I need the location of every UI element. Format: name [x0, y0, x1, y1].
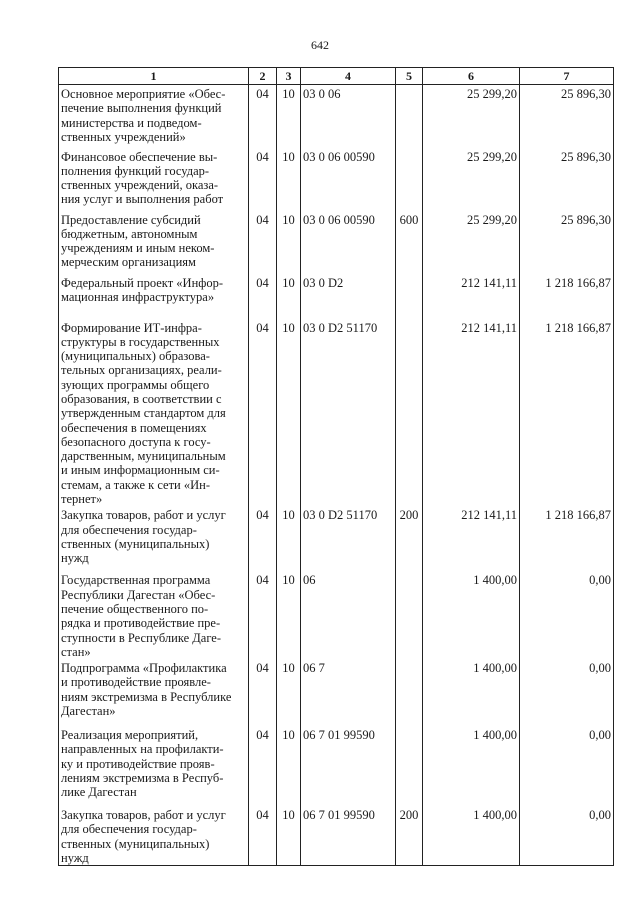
- row-name-cell: [59, 571, 249, 659]
- subsection-code-cell: 10: [277, 726, 301, 806]
- table-row: [59, 319, 614, 507]
- row-name-line: ния услуг и выполнения работ: [61, 192, 224, 207]
- target-article-cell: 06: [301, 571, 396, 659]
- row-name-cell: [59, 85, 249, 148]
- amount-year1-cell: 1 400,00: [423, 571, 520, 659]
- target-article-cell: 03 0 06: [301, 85, 396, 148]
- row-name-line: (муниципальных) образова-: [61, 349, 210, 364]
- table-row: [59, 148, 614, 211]
- row-name-line: мерческим организациям: [61, 255, 196, 270]
- row-name-line: для обеспечения государ-: [61, 822, 197, 837]
- subsection-code-cell: 10: [277, 571, 301, 659]
- row-name-cell: [59, 806, 249, 866]
- table-row: [59, 571, 614, 659]
- row-name-line: Предоставление субсидий: [61, 212, 201, 227]
- row-name-line: Формирование ИТ-инфра-: [61, 320, 202, 335]
- row-name-line: полнения функций государ-: [61, 163, 210, 178]
- amount-year2-cell: 1 218 166,87: [520, 274, 614, 319]
- row-name-line: бюджетным, автономным: [61, 226, 198, 241]
- row-name-line: ственных учреждений, оказа-: [61, 178, 219, 193]
- row-name-cell: [59, 506, 249, 571]
- row-name-line: печение выполнения функций: [61, 101, 222, 116]
- subsection-code-cell: 10: [277, 274, 301, 319]
- section-code-cell: 04: [249, 319, 277, 507]
- column-header: 4: [301, 68, 396, 85]
- amount-year2-cell: 1 218 166,87: [520, 506, 614, 571]
- section-code-cell: 04: [249, 148, 277, 211]
- row-name-line: для обеспечения государ-: [61, 522, 197, 537]
- row-name-line: Реализация мероприятий,: [61, 728, 199, 743]
- column-header: 6: [423, 68, 520, 85]
- row-name-line: Государственная программа: [61, 573, 211, 588]
- row-name-line: образования, в соответствии с: [61, 391, 222, 406]
- row-name-line: Основное мероприятие «Обес-: [61, 87, 226, 101]
- amount-year2-cell: 0,00: [520, 726, 614, 806]
- row-name-line: структуры в государственных: [61, 334, 220, 349]
- expense-type-cell: [396, 85, 423, 148]
- expense-type-cell: [396, 726, 423, 806]
- amount-year1-cell: 1 400,00: [423, 806, 520, 866]
- target-article-cell: 03 0 D2 51170: [301, 506, 396, 571]
- amount-year1-cell: 25 299,20: [423, 85, 520, 148]
- table-row: [59, 806, 614, 866]
- target-article-cell: 03 0 D2: [301, 274, 396, 319]
- target-article-cell: 03 0 06 00590: [301, 211, 396, 274]
- row-name-line: Республики Дагестан «Обес-: [61, 587, 216, 602]
- section-code-cell: 04: [249, 274, 277, 319]
- row-name-line: зующих программы общего: [61, 377, 210, 392]
- amount-year1-cell: 25 299,20: [423, 211, 520, 274]
- amount-year2-cell: 1 218 166,87: [520, 319, 614, 507]
- section-code-cell: 04: [249, 211, 277, 274]
- amount-year1-cell: 1 400,00: [423, 726, 520, 806]
- row-name-line: Подпрограмма «Профилактика: [61, 661, 227, 676]
- target-article-cell: 06 7: [301, 659, 396, 726]
- row-name-line: ственных учреждений»: [61, 129, 186, 144]
- subsection-code-cell: 10: [277, 319, 301, 507]
- row-name-line: направленных на профилакти-: [61, 742, 224, 757]
- target-article-cell: 03 0 D2 51170: [301, 319, 396, 507]
- amount-year2-cell: 25 896,30: [520, 85, 614, 148]
- amount-year2-cell: 0,00: [520, 571, 614, 659]
- expense-type-cell: [396, 274, 423, 319]
- amount-year1-cell: 212 141,11: [423, 506, 520, 571]
- column-header: 7: [520, 68, 614, 85]
- page-number: 642: [311, 38, 329, 52]
- row-name-line: Закупка товаров, работ и услуг: [61, 508, 226, 523]
- section-code-cell: 04: [249, 571, 277, 659]
- subsection-code-cell: 10: [277, 211, 301, 274]
- table-row: [59, 211, 614, 274]
- budget-table: [58, 67, 614, 866]
- section-code-cell: 04: [249, 85, 277, 148]
- row-name-line: лике Дагестан: [61, 785, 137, 800]
- expense-type-cell: [396, 319, 423, 507]
- row-name-line: Закупка товаров, работ и услуг: [61, 808, 226, 823]
- row-name-line: Дагестан»: [61, 704, 116, 719]
- row-name-cell: [59, 659, 249, 726]
- expense-type-cell: [396, 148, 423, 211]
- column-header: 2: [249, 68, 277, 85]
- row-name-cell: [59, 211, 249, 274]
- target-article-cell: 06 7 01 99590: [301, 806, 396, 866]
- row-name-line: дарственным, муниципальным: [61, 449, 226, 464]
- table-row: [59, 506, 614, 571]
- row-name-line: нужд: [61, 851, 89, 866]
- table-row: [59, 274, 614, 319]
- row-name-line: утвержденным стандартом для: [61, 406, 226, 421]
- row-name-line: ственных (муниципальных): [61, 536, 210, 551]
- target-article-cell: 03 0 06 00590: [301, 148, 396, 211]
- section-code-cell: 04: [249, 726, 277, 806]
- expense-type-cell: [396, 659, 423, 726]
- expense-type-cell: 200: [396, 506, 423, 571]
- subsection-code-cell: 10: [277, 806, 301, 866]
- row-name-line: лениям экстремизма в Респуб-: [61, 771, 224, 786]
- subsection-code-cell: 10: [277, 148, 301, 211]
- amount-year1-cell: 212 141,11: [423, 274, 520, 319]
- amount-year2-cell: 25 896,30: [520, 148, 614, 211]
- row-name-line: нужд: [61, 551, 89, 566]
- row-name-line: Федеральный проект «Инфор-: [61, 275, 224, 290]
- expense-type-cell: [396, 571, 423, 659]
- amount-year2-cell: 25 896,30: [520, 211, 614, 274]
- amount-year1-cell: 25 299,20: [423, 148, 520, 211]
- row-name-line: ку и противодействие прояв-: [61, 756, 215, 771]
- section-code-cell: 04: [249, 806, 277, 866]
- table-body: [59, 85, 614, 866]
- row-name-line: рядка и противодействие пре-: [61, 616, 221, 631]
- row-name-line: ственных (муниципальных): [61, 836, 210, 851]
- row-name-cell: [59, 726, 249, 806]
- row-name-line: стан»: [61, 644, 91, 659]
- row-name-line: мационная инфраструктура»: [61, 289, 215, 304]
- table-row: [59, 726, 614, 806]
- row-name-line: безопасного доступа к госу-: [61, 434, 211, 449]
- target-article-cell: 06 7 01 99590: [301, 726, 396, 806]
- row-name-line: тернет»: [61, 492, 103, 507]
- row-name-line: и иным информационным си-: [61, 463, 220, 478]
- row-name-line: печение общественного по-: [61, 601, 209, 616]
- subsection-code-cell: 10: [277, 659, 301, 726]
- row-name-cell: [59, 319, 249, 507]
- table-row: [59, 659, 614, 726]
- amount-year1-cell: 212 141,11: [423, 319, 520, 507]
- expense-type-cell: 600: [396, 211, 423, 274]
- section-code-cell: 04: [249, 506, 277, 571]
- row-name-cell: [59, 148, 249, 211]
- column-header: 1: [59, 68, 249, 85]
- section-code-cell: 04: [249, 659, 277, 726]
- row-name-line: Финансовое обеспечение вы-: [61, 149, 218, 164]
- row-name-line: и противодействие проявле-: [61, 675, 211, 690]
- amount-year2-cell: 0,00: [520, 659, 614, 726]
- row-name-line: ниям экстремизма в Республике: [61, 689, 232, 704]
- row-name-cell: [59, 274, 249, 319]
- column-header: 3: [277, 68, 301, 85]
- row-name-line: тельных организациях, реали-: [61, 363, 222, 378]
- row-name-line: стемам, а также к сети «Ин-: [61, 477, 210, 492]
- subsection-code-cell: 10: [277, 506, 301, 571]
- row-name-line: учреждениям и иным неком-: [61, 241, 215, 256]
- expense-type-cell: 200: [396, 806, 423, 866]
- amount-year2-cell: 0,00: [520, 806, 614, 866]
- row-name-line: обеспечения в помещениях: [61, 420, 207, 435]
- amount-year1-cell: 1 400,00: [423, 659, 520, 726]
- column-header: 5: [396, 68, 423, 85]
- row-name-line: ступности в Республике Даге-: [61, 630, 222, 645]
- row-name-line: министерства и подведом-: [61, 115, 202, 130]
- column-number-header: [59, 68, 614, 85]
- subsection-code-cell: 10: [277, 85, 301, 148]
- table-row: [59, 85, 614, 148]
